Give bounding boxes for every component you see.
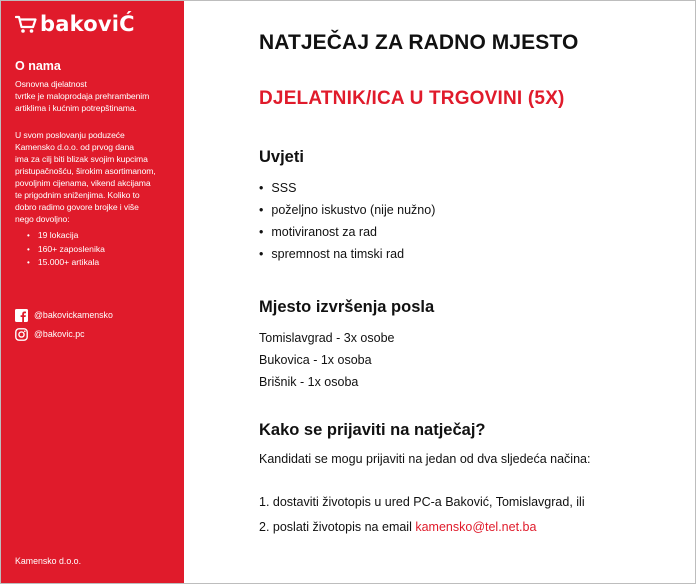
apply-section	[259, 421, 695, 540]
conditions-section	[259, 148, 695, 265]
condition-item: • poželjno iskustvo (nije nužno)	[259, 199, 695, 221]
about-line: ima za cilj biti blizak svojim kupcima	[15, 154, 148, 164]
about-line: te prigodnim sniženjima. Koliko to	[15, 190, 140, 200]
condition-item: • motiviranost za rad	[259, 221, 695, 243]
instagram-link[interactable]	[15, 327, 170, 342]
facebook-handle: @bakovickamensko	[34, 310, 113, 320]
logo-text: bakoviĆ	[40, 12, 135, 36]
shopping-cart-icon	[15, 14, 37, 34]
apply-intro: Kandidati se mogu prijaviti na jedan od dva sljedeća načina:	[259, 452, 591, 466]
facebook-icon	[15, 309, 28, 322]
about-line: Kamensko d.o.o. od prvog dana	[15, 142, 134, 152]
location-item: Tomislavgrad - 3x osobe	[259, 331, 395, 345]
locations-list	[259, 327, 695, 393]
about-line: artiklima i kućnim potrepštinama.	[15, 103, 137, 113]
fact-item: • 160+ zaposlenika	[27, 243, 170, 257]
about-line: Osnovna djelatnost	[15, 79, 87, 89]
condition-item: • SSS	[259, 177, 695, 199]
instagram-handle: @bakovic.pc	[34, 329, 85, 339]
social-links	[15, 308, 170, 342]
about-paragraph-2	[15, 129, 170, 225]
apply-step-1: 1. dostaviti životopis u ured PC-a Baković, Tomislavgrad, ili	[259, 495, 585, 509]
company-name: Kamensko d.o.o.	[15, 556, 82, 566]
sidebar	[1, 1, 184, 583]
apply-step-2-text: 2. poslati životopis na email	[259, 520, 416, 534]
page-title: NATJEČAJ ZA RADNO MJESTO	[259, 31, 579, 54]
about-line: tvrtke je maloprodaja prehrambenim	[15, 91, 150, 101]
locations-heading: Mjesto izvršenja posla	[259, 298, 435, 316]
instagram-icon	[15, 328, 28, 341]
job-posting	[184, 1, 695, 583]
about-title: O nama	[15, 59, 61, 73]
conditions-list	[259, 177, 695, 265]
about-paragraph-1	[15, 78, 170, 114]
about-line: U svom poslovanju poduzeće	[15, 130, 125, 140]
facebook-link[interactable]	[15, 308, 170, 323]
apply-step-2	[259, 515, 695, 540]
about-line: pristupačnošću, širokim asortimanom,	[15, 166, 156, 176]
facts-list	[27, 229, 170, 270]
location-item: Bukovica - 1x osoba	[259, 353, 372, 367]
email-link[interactable]: kamensko@tel.net.ba	[415, 520, 537, 534]
fact-item: • 15.000+ artikala	[27, 256, 170, 270]
apply-heading: Kako se prijaviti na natječaj?	[259, 421, 486, 439]
bakovic-logo	[15, 9, 170, 39]
about-line: dobro radimo govore brojke i više	[15, 202, 139, 212]
locations-section	[259, 298, 695, 393]
condition-item: • spremnost na timski rad	[259, 243, 695, 265]
fact-item: • 19 lokacija	[27, 229, 170, 243]
about-line: povoljnim cijenama, vikend akcijama	[15, 178, 151, 188]
position-title: DJELATNIK/ICA U TRGOVINI (5X)	[259, 88, 565, 109]
apply-steps	[259, 490, 695, 540]
location-item: Brišnik - 1x osoba	[259, 375, 359, 389]
about-line: nego dovoljno:	[15, 214, 70, 224]
conditions-heading: Uvjeti	[259, 148, 304, 166]
